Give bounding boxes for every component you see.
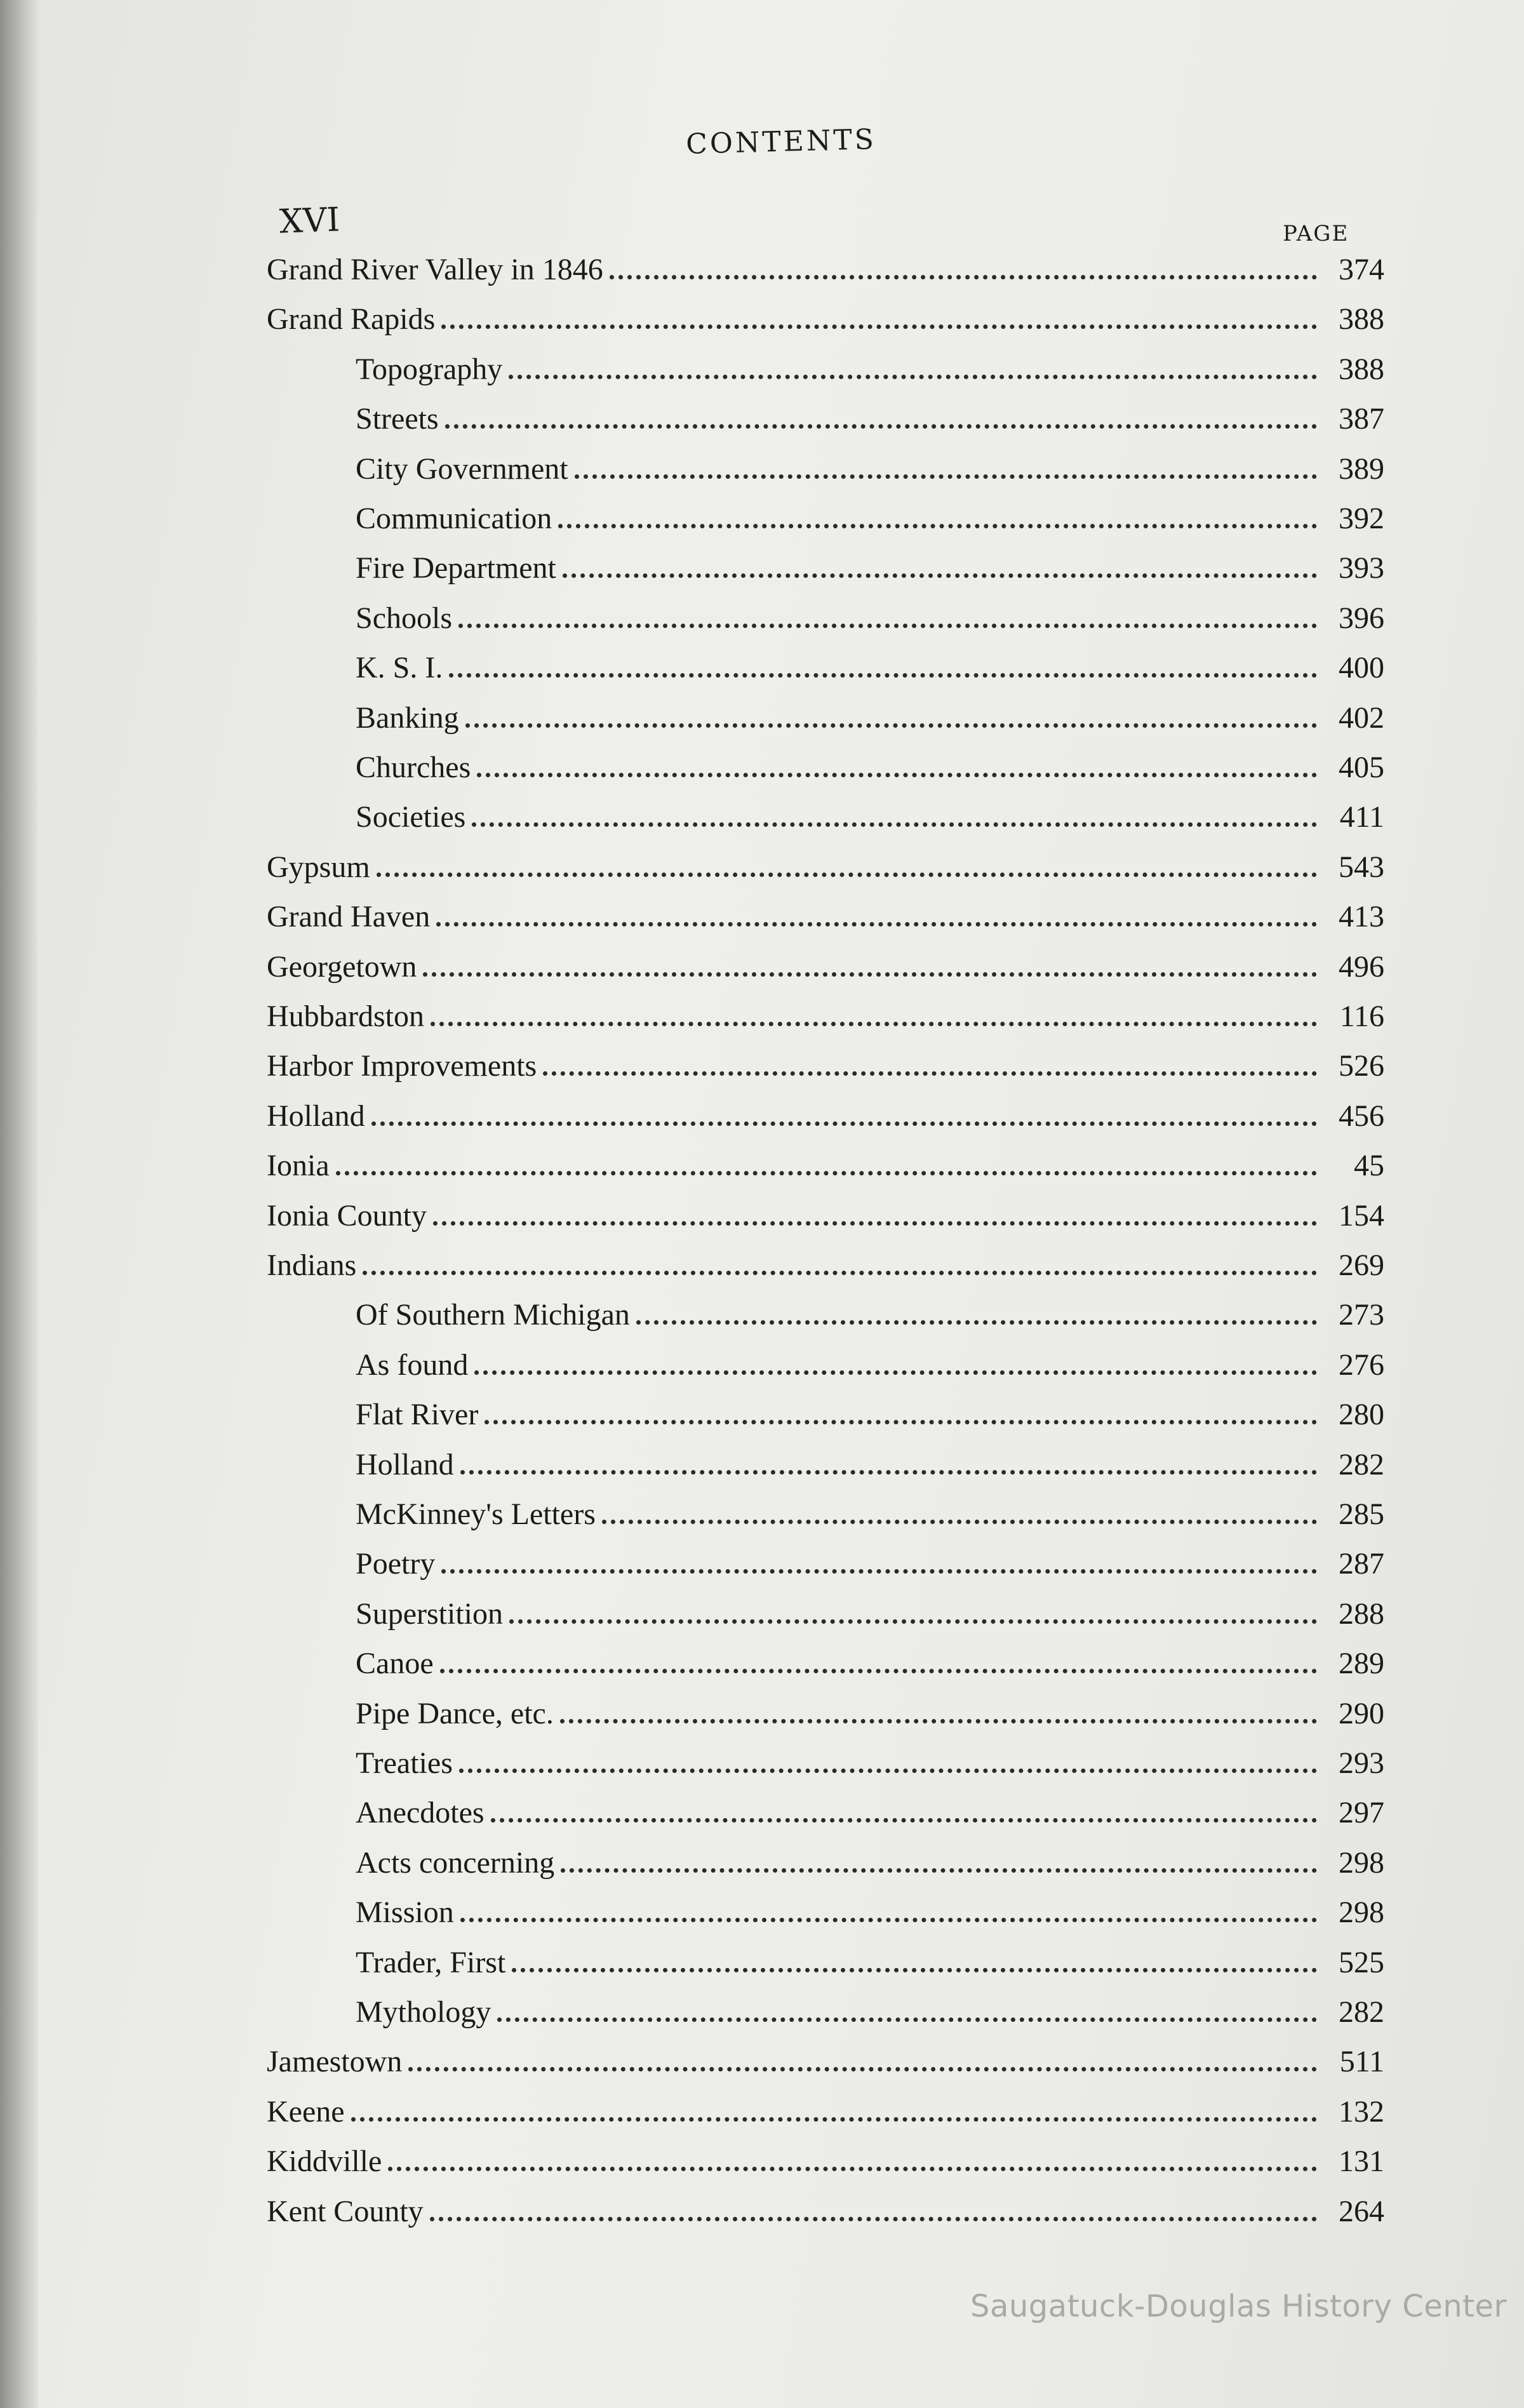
toc-page-number: 154 bbox=[1339, 1198, 1384, 1233]
dot-leader bbox=[465, 723, 1317, 728]
toc-entry bbox=[38, 2033, 1524, 2079]
toc-entry bbox=[38, 1586, 1524, 1631]
dot-leader bbox=[575, 474, 1317, 479]
toc-page-number: 400 bbox=[1339, 651, 1384, 685]
toc-page-number: 289 bbox=[1339, 1647, 1384, 1681]
toc-page-number: 413 bbox=[1339, 900, 1384, 934]
dot-leader bbox=[485, 1420, 1317, 1424]
toc-page-number: 287 bbox=[1339, 1547, 1384, 1581]
toc-entry bbox=[38, 1088, 1524, 1134]
toc-subentry-label: Schools bbox=[356, 601, 453, 635]
toc-page-number: 496 bbox=[1339, 949, 1384, 984]
dot-leader bbox=[436, 922, 1317, 926]
toc-entry bbox=[38, 1038, 1524, 1083]
toc-page-number: 282 bbox=[1339, 1995, 1384, 2029]
toc-page-number: 525 bbox=[1339, 1945, 1384, 1979]
toc-subentry-label: K. S. I. bbox=[356, 651, 443, 685]
toc-page-number: 45 bbox=[1354, 1149, 1384, 1183]
toc-subentry-label: Holland bbox=[356, 1447, 454, 1482]
dot-leader bbox=[509, 375, 1317, 379]
toc-subentry-label: Canoe bbox=[356, 1647, 434, 1681]
toc-entry-label: Grand Rapids bbox=[267, 302, 436, 337]
toc-page-number: 293 bbox=[1339, 1746, 1384, 1780]
toc-subentry-label: Trader, First bbox=[356, 1945, 506, 1979]
dot-leader bbox=[563, 573, 1317, 578]
toc-entry bbox=[38, 341, 1524, 387]
dot-leader bbox=[440, 1669, 1317, 1673]
toc-page-number: 389 bbox=[1339, 452, 1384, 486]
dot-leader bbox=[423, 972, 1317, 977]
toc-entry bbox=[38, 540, 1524, 585]
page-column-label: PAGE bbox=[1283, 221, 1349, 246]
dot-leader bbox=[602, 1520, 1317, 1524]
toc-entry bbox=[38, 690, 1524, 735]
watermark: Saugatuck-Douglas History Center bbox=[970, 2289, 1507, 2324]
toc-entry bbox=[38, 1237, 1524, 1283]
dot-leader bbox=[560, 1719, 1317, 1723]
toc-subentry-label: Societies bbox=[356, 800, 466, 834]
toc-entry bbox=[38, 1287, 1524, 1332]
toc-subentry-label: Pipe Dance, etc. bbox=[356, 1696, 554, 1730]
dot-leader bbox=[561, 1868, 1317, 1873]
toc-entry bbox=[38, 391, 1524, 436]
toc-entry-label: Ionia County bbox=[267, 1198, 427, 1233]
toc-entry bbox=[38, 1984, 1524, 2030]
toc-page-number: 387 bbox=[1339, 402, 1384, 436]
toc-page-number: 511 bbox=[1339, 2045, 1384, 2079]
toc-entry bbox=[38, 2084, 1524, 2129]
toc-entry-label: Harbor Improvements bbox=[267, 1049, 537, 1083]
toc-page-number: 298 bbox=[1339, 1896, 1384, 1930]
toc-entry bbox=[38, 490, 1524, 536]
toc-entry-label: Indians bbox=[267, 1248, 357, 1282]
toc-entry bbox=[38, 1784, 1524, 1830]
toc-subentry-label: Flat River bbox=[356, 1398, 479, 1432]
toc-entry-label: Grand River Valley in 1846 bbox=[267, 253, 603, 286]
toc-entry bbox=[38, 1386, 1524, 1432]
toc-entry bbox=[38, 1934, 1524, 1980]
toc-subentry-label: Communication bbox=[356, 502, 552, 535]
toc-subentry-label: Topography bbox=[356, 352, 503, 386]
dot-leader bbox=[474, 1370, 1317, 1375]
toc-page-number: 456 bbox=[1339, 1099, 1384, 1133]
toc-subentry-label: Of Southern Michigan bbox=[356, 1298, 630, 1332]
toc-page-number: 290 bbox=[1339, 1696, 1384, 1730]
toc-entry bbox=[38, 241, 1524, 287]
page-title: CONTENTS bbox=[685, 123, 877, 161]
toc-page-number: 269 bbox=[1339, 1248, 1384, 1282]
dot-leader bbox=[477, 773, 1317, 777]
toc-entry-label: Grand Haven bbox=[267, 900, 431, 934]
toc-page-number: 411 bbox=[1339, 800, 1384, 834]
dot-leader bbox=[449, 673, 1317, 678]
dot-leader bbox=[512, 1968, 1317, 1972]
dot-leader bbox=[509, 1619, 1317, 1624]
toc-entry bbox=[38, 2133, 1524, 2179]
toc-entry-label: Kiddville bbox=[267, 2144, 382, 2179]
dot-leader bbox=[371, 1121, 1317, 1126]
toc-entry bbox=[38, 1137, 1524, 1183]
toc-entry bbox=[38, 1835, 1524, 1880]
dot-leader bbox=[430, 2217, 1317, 2221]
table-of-contents bbox=[38, 241, 1524, 2273]
toc-entry-label: Holland bbox=[267, 1099, 365, 1133]
toc-subentry-label: Churches bbox=[356, 751, 471, 784]
toc-entry-label: Kent County bbox=[267, 2194, 424, 2228]
toc-subentry-label: Mission bbox=[356, 1896, 454, 1930]
toc-entry bbox=[38, 1436, 1524, 1482]
toc-entry bbox=[38, 1735, 1524, 1781]
dot-leader bbox=[497, 2017, 1317, 2022]
toc-page-number: 396 bbox=[1339, 601, 1384, 635]
toc-entry bbox=[38, 291, 1524, 337]
toc-entry-label: Jamestown bbox=[267, 2045, 403, 2079]
toc-page-number: 392 bbox=[1339, 502, 1384, 535]
toc-page-number: 393 bbox=[1339, 551, 1384, 585]
toc-subentry-label: As found bbox=[356, 1348, 469, 1382]
toc-entry bbox=[38, 590, 1524, 636]
toc-entry bbox=[38, 1337, 1524, 1382]
toc-entry bbox=[38, 1535, 1524, 1581]
dot-leader bbox=[377, 873, 1317, 877]
dot-leader bbox=[431, 1022, 1317, 1026]
dot-leader bbox=[458, 624, 1317, 628]
toc-page-number: 374 bbox=[1339, 253, 1384, 286]
toc-page-number: 131 bbox=[1339, 2144, 1384, 2179]
toc-entry-label: Georgetown bbox=[267, 949, 417, 984]
toc-entry bbox=[38, 441, 1524, 486]
toc-subentry-label: Acts concerning bbox=[356, 1845, 555, 1880]
dot-leader bbox=[433, 1221, 1317, 1226]
toc-page-number: 276 bbox=[1339, 1348, 1384, 1382]
toc-entry-label: Gypsum bbox=[267, 850, 370, 884]
toc-subentry-label: City Government bbox=[356, 452, 568, 486]
toc-entry-label: Ionia bbox=[267, 1149, 330, 1183]
dot-leader bbox=[351, 2117, 1317, 2122]
toc-page-number: 132 bbox=[1339, 2094, 1384, 2129]
book-page bbox=[38, 0, 1524, 2408]
toc-page-number: 282 bbox=[1339, 1447, 1384, 1482]
dot-leader bbox=[543, 1071, 1317, 1076]
toc-entry bbox=[38, 2183, 1524, 2229]
dot-leader bbox=[472, 822, 1317, 827]
dot-leader bbox=[558, 524, 1317, 528]
toc-subentry-label: Treaties bbox=[356, 1746, 453, 1780]
toc-page-number: 526 bbox=[1339, 1049, 1384, 1083]
toc-page-number: 280 bbox=[1339, 1398, 1384, 1432]
toc-subentry-label: Banking bbox=[356, 700, 459, 735]
dot-leader bbox=[491, 1818, 1317, 1823]
toc-entry bbox=[38, 1635, 1524, 1681]
toc-subentry-label: Poetry bbox=[356, 1547, 436, 1581]
toc-page-number: 116 bbox=[1339, 1000, 1384, 1033]
toc-subentry-label: Fire Department bbox=[356, 551, 556, 585]
toc-page-number: 285 bbox=[1339, 1497, 1384, 1531]
toc-entry bbox=[38, 839, 1524, 885]
dot-leader bbox=[445, 424, 1317, 429]
toc-entry bbox=[38, 988, 1524, 1034]
toc-subentry-label: Superstition bbox=[356, 1596, 504, 1631]
dot-leader bbox=[441, 324, 1317, 329]
dot-leader bbox=[459, 1769, 1317, 1773]
toc-entry bbox=[38, 939, 1524, 984]
book-gutter bbox=[0, 0, 38, 2408]
toc-page-number: 405 bbox=[1339, 751, 1384, 784]
toc-entry bbox=[38, 1486, 1524, 1532]
dot-leader bbox=[336, 1171, 1317, 1175]
toc-entry bbox=[38, 1685, 1524, 1731]
dot-leader bbox=[441, 1569, 1317, 1574]
dot-leader bbox=[460, 1918, 1317, 1922]
toc-page-number: 543 bbox=[1339, 850, 1384, 884]
toc-entry bbox=[38, 739, 1524, 785]
dot-leader bbox=[460, 1470, 1317, 1475]
toc-page-number: 402 bbox=[1339, 700, 1384, 735]
toc-page-number: 273 bbox=[1339, 1298, 1384, 1332]
toc-page-number: 388 bbox=[1339, 352, 1384, 386]
toc-page-number: 264 bbox=[1339, 2194, 1384, 2228]
section-number: XVI bbox=[278, 201, 341, 241]
toc-entry bbox=[38, 888, 1524, 934]
toc-entry bbox=[38, 789, 1524, 834]
dot-leader bbox=[636, 1320, 1317, 1325]
toc-subentry-label: Mythology bbox=[356, 1995, 491, 2029]
toc-entry bbox=[38, 1884, 1524, 1930]
toc-entry-label: Keene bbox=[267, 2094, 345, 2129]
toc-entry-label: Hubbardston bbox=[267, 1000, 424, 1033]
toc-entry bbox=[38, 639, 1524, 685]
toc-page-number: 297 bbox=[1339, 1796, 1384, 1830]
dot-leader bbox=[408, 2067, 1317, 2071]
toc-page-number: 288 bbox=[1339, 1596, 1384, 1631]
dot-leader bbox=[388, 2167, 1317, 2171]
toc-subentry-label: McKinney's Letters bbox=[356, 1497, 596, 1531]
toc-entry bbox=[38, 1187, 1524, 1233]
toc-subentry-label: Anecdotes bbox=[356, 1796, 485, 1830]
toc-page-number: 298 bbox=[1339, 1845, 1384, 1880]
toc-subentry-label: Streets bbox=[356, 402, 439, 436]
dot-leader bbox=[610, 275, 1317, 279]
toc-page-number: 388 bbox=[1339, 302, 1384, 337]
dot-leader bbox=[363, 1271, 1317, 1275]
